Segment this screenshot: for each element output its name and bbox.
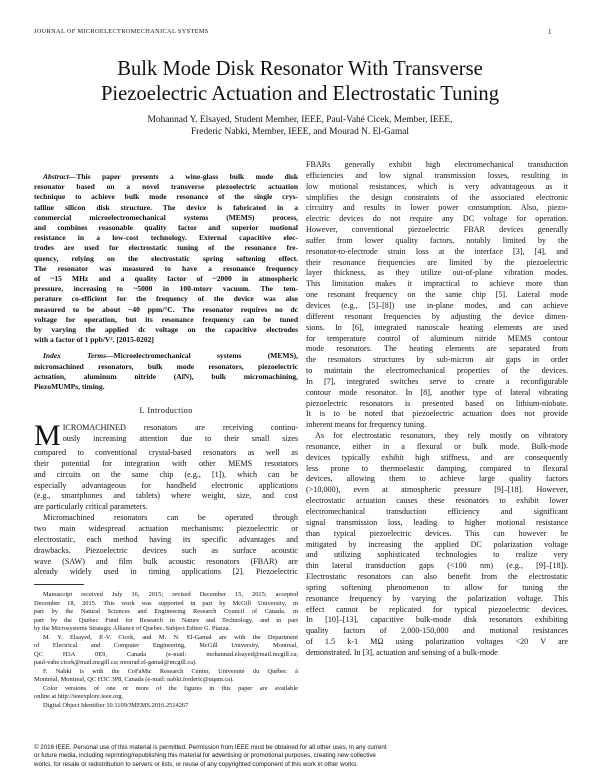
body-line: effect cannot be replicated for typical piezoelectric devices. bbox=[306, 604, 568, 614]
intro-line: electrostatic, each method having its specific advantages and bbox=[34, 534, 298, 544]
right-column bbox=[306, 160, 568, 659]
index-terms-label: Index Terms— bbox=[43, 351, 114, 361]
abstract-line: pressure, increasing to ~5000 in 100-mtorr vacuum. The tem- bbox=[34, 284, 298, 294]
body-line: In [7], integrated switches serve to create a reconfigurable bbox=[306, 376, 568, 386]
paper-title bbox=[40, 57, 560, 107]
body-line: one resonant frequency on the same chip [5]. Lateral mode bbox=[306, 290, 568, 300]
section-heading: I. Introduction bbox=[139, 406, 193, 416]
body-line: It is to be noted that piezoelectric actuation does not provide bbox=[306, 409, 568, 419]
footnote-line: part by the Quebec Fund for Research in Nature and Technology, and in part bbox=[34, 616, 298, 624]
footnote-line: Manuscript received July 16, 2015; revised December 15, 2015; accepted bbox=[43, 591, 298, 599]
body-line: their resonance frequencies are limited by the piezoelectric bbox=[306, 257, 568, 267]
index-terms-line: PiezoMUMPs, timing. bbox=[34, 382, 105, 392]
body-line: As for electrostatic resonators, they rely mostly on vibratory bbox=[315, 431, 568, 441]
intro-line: ously increasing attention due to their small sizes bbox=[62, 433, 298, 443]
author-line: Mohannad Y. Elsayed, Student Member, IEEE, Paul-Vahé Cicek, Member, IEEE, bbox=[147, 115, 453, 125]
intro-line: two main widespread actuation mechanisms: piezoelectric or bbox=[34, 524, 298, 534]
abstract-line: voltage for operation, but its resonance frequency can be tuned bbox=[34, 314, 298, 324]
index-terms-line: actuation, aluminum nitride (AlN), bulk micromachining, bbox=[34, 371, 298, 381]
abstract-line: resistance in a low-cost technology. External capacitive elec- bbox=[34, 233, 298, 243]
body-line: simplifies the design constraints of the associated electronic bbox=[306, 192, 568, 202]
body-line: different resonant frequencies by adjusting the device dimen- bbox=[306, 311, 568, 321]
body-line: FBARs generally exhibit high electromechanical transduction bbox=[306, 160, 568, 169]
index-terms-line: micromachined resonators, bulk mode resonators, piezoelectric bbox=[34, 361, 298, 371]
intro-line: wave (SAW) and film bulk acoustic resonators (FBAR) are bbox=[34, 556, 298, 566]
title-line: Bulk Mode Disk Resonator With Transverse bbox=[117, 58, 483, 80]
body-line: than typical piezoelectric devices. This can however be bbox=[306, 528, 568, 538]
intro-line: and circuits on the same chip (e.g., [1]), which can be bbox=[34, 469, 298, 479]
abstract-line: talline silicon disk structure. The device is fabricated in a bbox=[34, 202, 298, 212]
footnotes bbox=[34, 591, 298, 710]
body-line: electromechanical transduction efficiency and significant bbox=[306, 507, 568, 516]
abstract-line: measured to be about −40 ppm/°C. The resonator requires no dc bbox=[34, 304, 298, 314]
body-line: inherent means for frequency tuning. bbox=[306, 420, 427, 430]
body-line: devices (e.g., [5]–[8]) use in-plane modes, and can achieve bbox=[306, 300, 568, 310]
footnote-line: online at http://ieeexplore.ieee.org. bbox=[34, 693, 124, 701]
footnote-line: Color versions of one or more of the figures in this paper are available bbox=[43, 684, 298, 692]
body-line: demonstrated. In [3], actuation and sensing of a bulk-mode bbox=[306, 647, 498, 657]
body-line: circuitry and results in lower power consumption. Also, piezo- bbox=[306, 203, 568, 213]
abstract-line: perature co-efficient for the frequency of the device was also bbox=[34, 294, 298, 304]
body-line: thin lateral transduction gaps (<100 nm) (e.g., [9]–[18]). bbox=[306, 561, 568, 571]
body-line: contour mode resonator. In [8], another type of lateral vibrating bbox=[306, 387, 568, 397]
abstract-line: of ~15 MHz and a quality factor of ~2000 in atmospheric bbox=[34, 274, 298, 284]
running-head: JOURNAL OF MICROELECTROMECHANICAL SYSTEMS bbox=[34, 28, 209, 35]
abstract-line: commercial microelectromechanical systems (MEMS) process, bbox=[34, 212, 298, 222]
abstract-line: with a factor of 1 ppb/V². [2015-0202] bbox=[34, 335, 154, 345]
body-line: devices typically exhibit high stiffness, and are consequently bbox=[306, 452, 568, 462]
abstract-line: and combines reasonable quality factor and superior motional bbox=[34, 223, 298, 233]
intro-line: already widely used in timing applications [2]. Piezoelectric bbox=[34, 567, 298, 577]
footnote-line: part by the Natural Sciences and Engineering Research Council of Canada, in bbox=[34, 608, 298, 616]
body-line: electrostatic actuation causes these resonators to exhibit lower bbox=[306, 496, 568, 506]
body-line: However, conventional piezoelectric FBAR devices generally bbox=[306, 225, 568, 235]
body-line: suffer from lower quality factors, notably limited by the bbox=[306, 235, 568, 245]
body-line: In [10]–[13], capacitive bulk-mode disk resonators exhibiting bbox=[306, 615, 568, 625]
copyright-notice bbox=[34, 744, 574, 769]
author-list bbox=[40, 114, 560, 139]
intro-line: ICROMACHINED resonators are receiving continu- bbox=[62, 423, 298, 433]
index-terms-text: Microelectromechanical systems (MEMS), bbox=[113, 351, 298, 361]
intro-line: their potential for integration with other MEMS resonators bbox=[34, 458, 298, 468]
body-line: Electrostatic resonators can also benefit from the electrostatic bbox=[306, 572, 568, 582]
body-line: layer thickness, as they utilize out-of-plane vibration modes. bbox=[306, 268, 568, 278]
left-column bbox=[34, 172, 298, 710]
footnote-line: by the Microsystems Strategic Alliance of Quebec. Subject Editor G. Piazza. bbox=[34, 625, 231, 633]
intro-line: Micromachined resonators can be operated through bbox=[43, 513, 298, 523]
intro-line: especially advantageous for handheld electronic applications bbox=[34, 480, 298, 490]
body-line: mitigated by increasing the applied DC polarization voltage bbox=[306, 539, 568, 549]
body-line: resonance frequency by varying the polarization voltage. This bbox=[306, 593, 568, 603]
introduction-text bbox=[34, 419, 298, 578]
body-line: and utilizing sophisticated technologies to realize very bbox=[306, 550, 568, 560]
author-line: Frederic Nabki, Member, IEEE, and Mourad N. El-Gamal bbox=[190, 127, 410, 138]
footnote-line: December 18, 2015. This work was supported in part by McGill University, in bbox=[34, 599, 298, 607]
abstract-line: resonator based on a novel transverse piezoelectric actuation bbox=[34, 182, 298, 192]
body-line: electric devices do not require any DC voltage for operation. bbox=[306, 214, 568, 224]
abstract-line: trodes are used for electrostatic tuning of the resonance fre- bbox=[34, 243, 298, 253]
footnote-line: QC H3A 0E9, Canada (e-mail: mohannad.elsayed@mail.mcgill.ca; bbox=[34, 650, 298, 658]
body-line: to maintain the electromechanical properties of the devices. bbox=[306, 366, 568, 376]
body-line: devices, allowing them to achieve large quality factors bbox=[306, 474, 568, 484]
body-line: resonator-to-electrode strain loss at the interface [3], [4], and bbox=[306, 246, 568, 256]
body-line: the resonators structures by sub-micron air gaps in order bbox=[306, 355, 568, 365]
body-line: resonance, either in a flexural or bulk mode. Bulk-mode bbox=[306, 441, 568, 451]
abstract-line: by varying the applied dc voltage on the capacitive electrodes bbox=[34, 325, 298, 335]
abstract-line: The resonator was measured to have a resonance frequency bbox=[34, 263, 298, 273]
body-line: for temperature control of aluminum nitride MEMS contour bbox=[306, 333, 568, 343]
intro-line: compared to conventional crystal-based resonators as well as bbox=[34, 448, 298, 458]
body-line: less prone to thermoelastic damping, compared to flexural bbox=[306, 463, 568, 473]
copyright-line: © 2016 IEEE. Personal use of this material is permitted. Permission from IEEE must be obtained for all other uses, in any current bbox=[34, 744, 387, 751]
footnote-line: Digital Object Identifier 10.1109/JMEMS.2016.2514267 bbox=[43, 701, 189, 709]
intro-line: are particularly critical parameters. bbox=[34, 502, 148, 512]
body-line: piezoelectric resonators is presented based on lithium-niobate. bbox=[306, 398, 568, 408]
drop-cap: M bbox=[34, 419, 61, 453]
body-line: mode resonators. The heating elements are separated from bbox=[306, 344, 568, 354]
abstract bbox=[34, 172, 298, 345]
body-line: of 1.5 k-1 MΩ using polarization voltages <20 V are bbox=[306, 637, 568, 647]
body-line: efficiencies and low signal transmission losses, resulting in bbox=[306, 170, 568, 180]
copyright-line: works, for resale or redistribution to servers or lists, or reuse of any copyrighted component of this work in other works. bbox=[34, 760, 358, 768]
abstract-label: Abstract— bbox=[43, 172, 77, 181]
page-number: 1 bbox=[548, 28, 552, 36]
index-terms-line bbox=[34, 351, 298, 361]
footnote-rule bbox=[34, 584, 84, 585]
abstract-line: technique to achieve bulk mode resonance of the single crys- bbox=[34, 192, 298, 202]
abstract-text: This paper presents a wine-glass bulk mode disk bbox=[76, 172, 298, 181]
body-line: sions. In [6], integrated nanoscale heating elements are used bbox=[306, 322, 568, 332]
body-line: quality factors of 2,000-150,000 and motional resistances bbox=[306, 626, 568, 636]
body-line: This limitation makes it impractical to achieve more than bbox=[306, 279, 568, 289]
footnote-line: of Electrical and Computer Engineering, McGill University, Montreal, bbox=[34, 642, 298, 650]
footnote-line: paul-vahe.cicek@mail.mcgill.ca; mourad.el-gamal@mcgill.ca). bbox=[34, 659, 197, 667]
intro-line: drawbacks. Piezoelectric devices such as surface acoustic bbox=[34, 545, 298, 555]
body-line: low motional resistances, which is very advantageous as it bbox=[306, 181, 568, 191]
abstract-line bbox=[34, 172, 298, 182]
abstract-line: quency, relying on the electrostatic spring softening effect. bbox=[34, 253, 298, 263]
intro-line: (e.g., smartphones and tablets) where weight, size, and cost bbox=[34, 491, 298, 501]
body-line: signal transmission loss, leading to higher motional resistance bbox=[306, 517, 568, 527]
title-line: Piezoelectric Actuation and Electrostatic Tuning bbox=[100, 83, 500, 105]
body-line: spring softening phenomenon to allow for tuning the bbox=[306, 582, 568, 592]
footnote-line: F. Nabki is with the CoFaMic Research Center, Université du Québec à bbox=[43, 667, 298, 675]
footnote-line: M. Y. Elsayed, P.-V. Cicek, and M. N. El-Gamal are with the Department bbox=[43, 633, 298, 641]
copyright-line: or future media, including reprinting/republishing this material for advertising or promotional purposes, creating new collective bbox=[34, 752, 376, 760]
body-line: (>10,000), even at atmospheric pressure [9]–[18]. However, bbox=[306, 485, 568, 495]
footnote-line: Montréal, Montreal, QC H3C 3P8, Canada (e-mail: nabki.frederic@uqam.ca). bbox=[34, 676, 234, 684]
index-terms bbox=[34, 351, 298, 392]
